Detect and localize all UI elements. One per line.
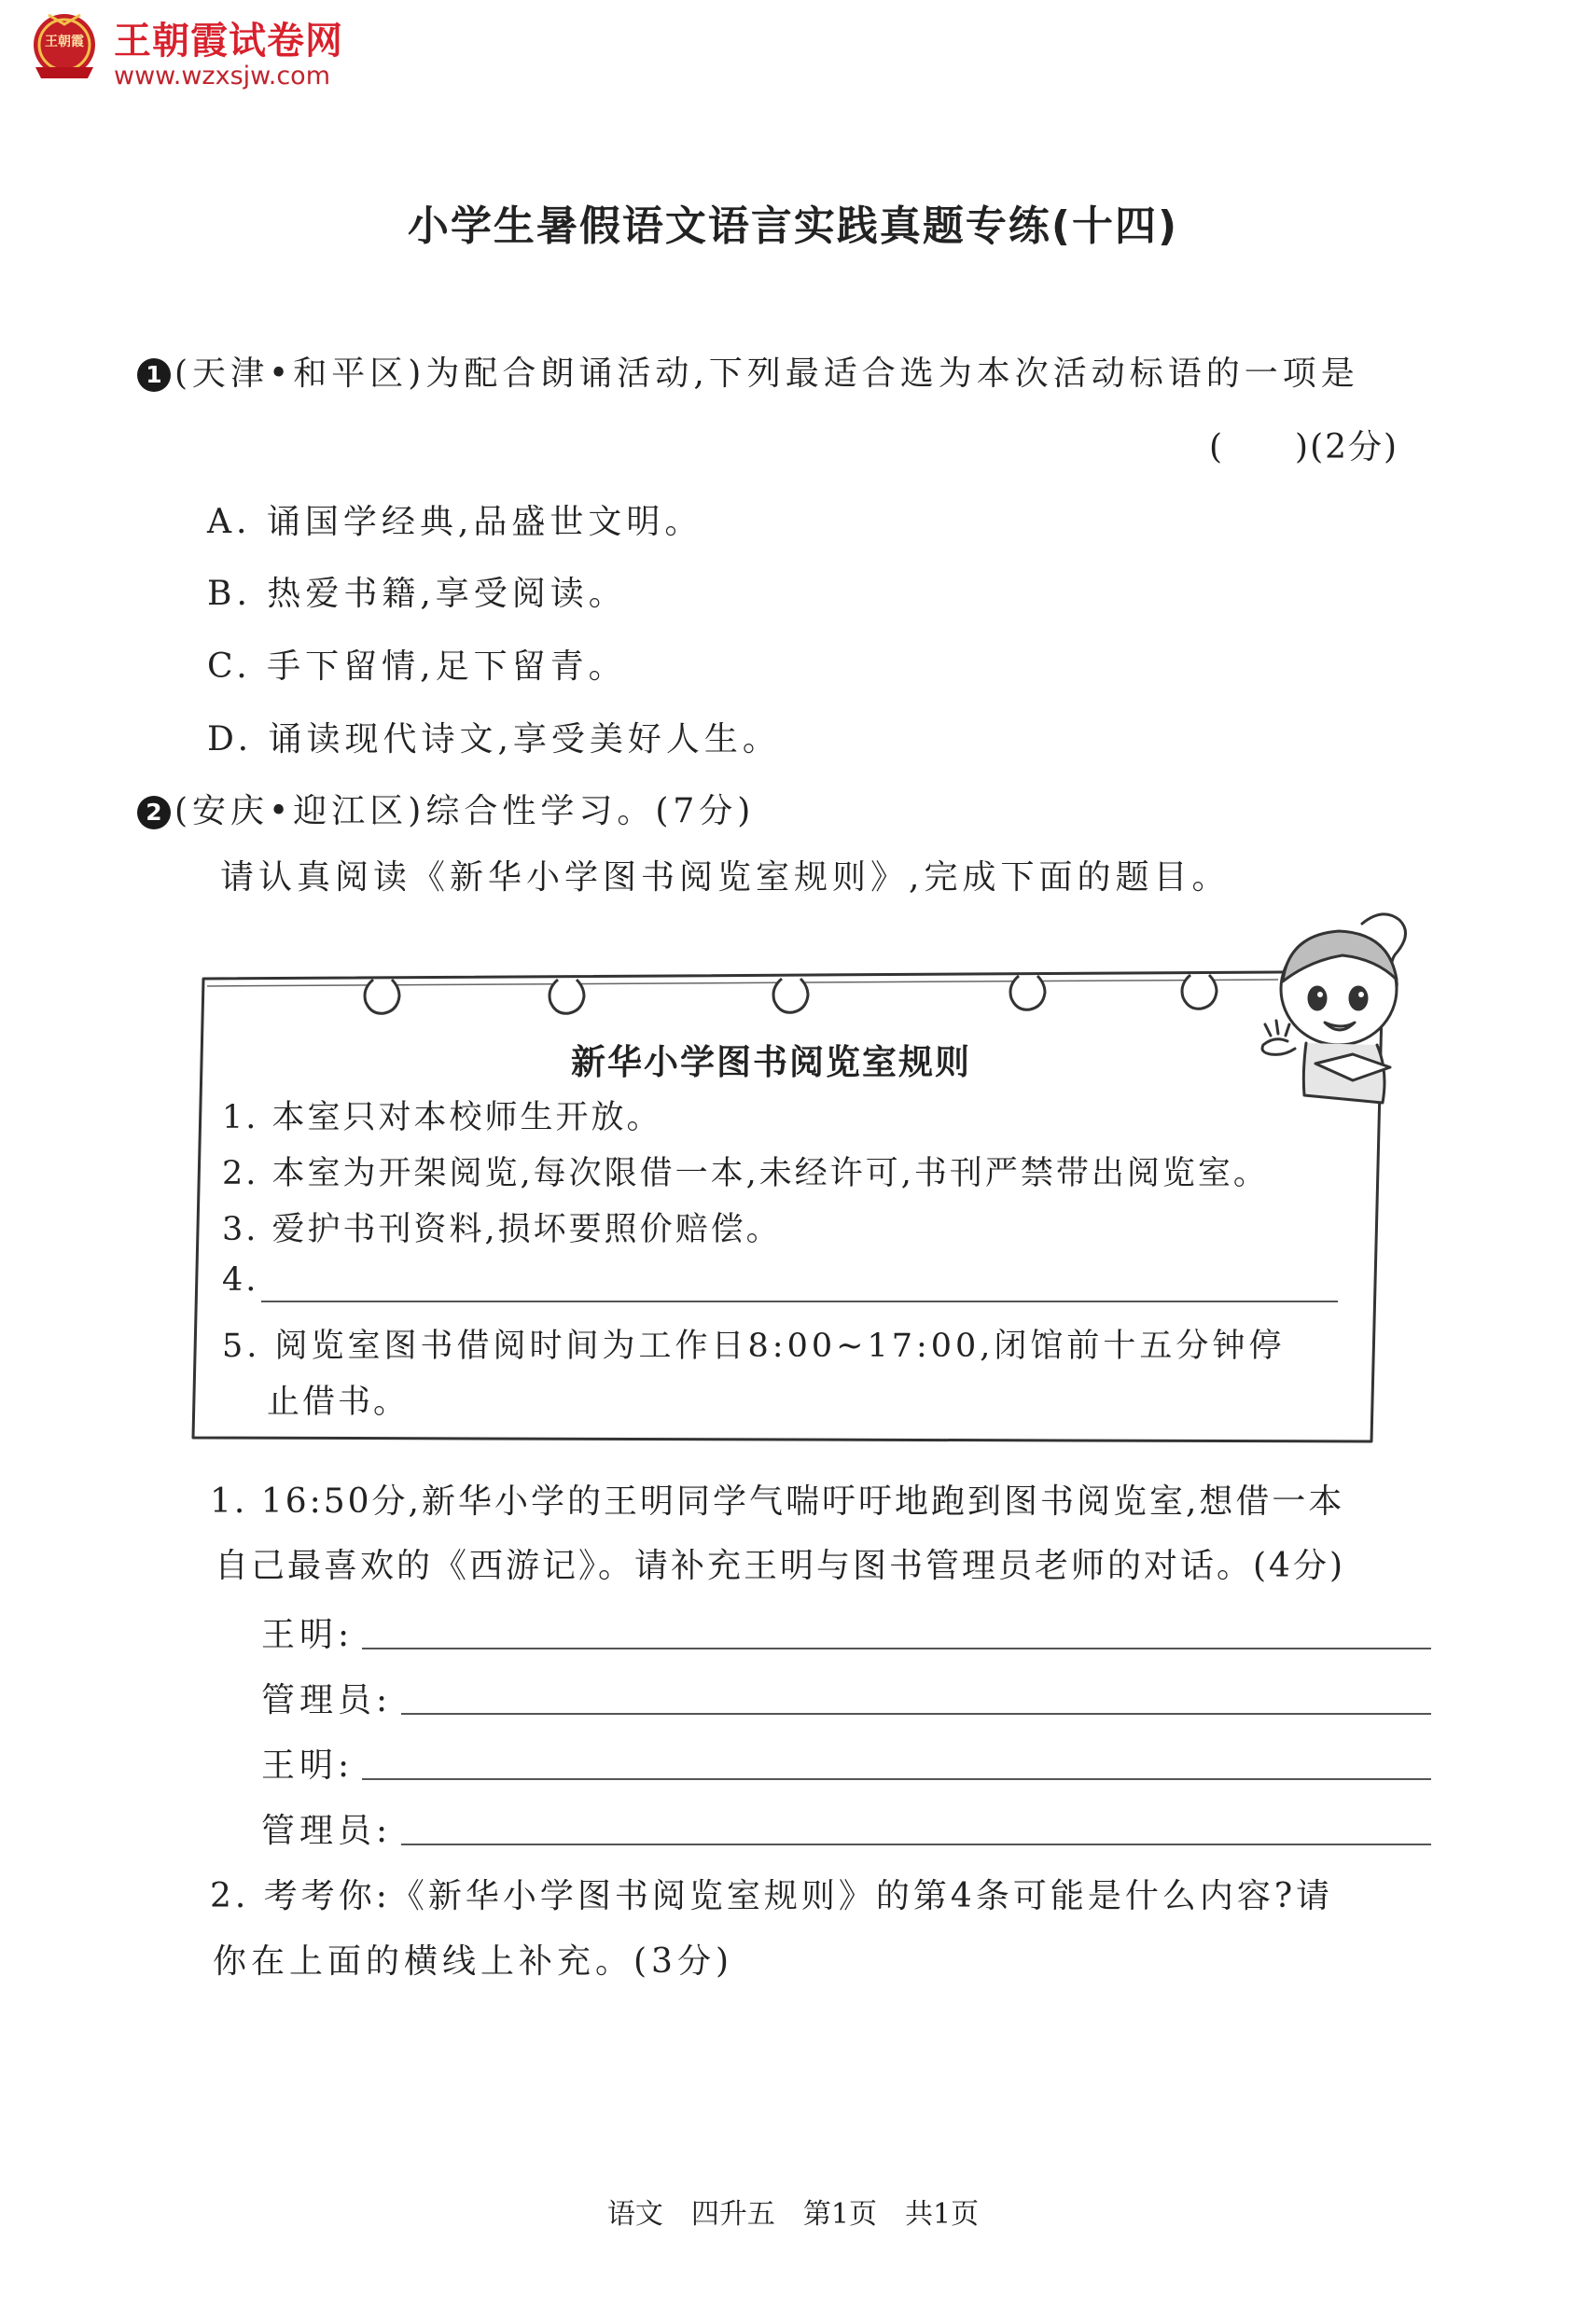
q2-number-badge: 2 — [137, 796, 171, 829]
site-name: 王朝霞试卷网 — [114, 20, 343, 63]
dialog-label-2: 管理员: — [261, 1681, 393, 1719]
q1-option-d[interactable]: D. 诵读现代诗文,享受美好人生。 — [207, 720, 781, 758]
sub2-line1: 2. 考考你:《新华小学图书阅览室规则》的第4条可能是什么内容?请 — [210, 1877, 1334, 1915]
q1-option-c[interactable]: C. 手下留情,足下留青。 — [207, 647, 627, 686]
page-title: 小学生暑假语文语言实践真题专练(十四) — [407, 202, 1179, 250]
notice-rule-2: 2. 本室为开架阅览,每次限借一本,未经许可,书刊严禁带出阅览室。 — [222, 1155, 1269, 1192]
q2-stem-text: (安庆•迎江区)综合性学习。(7分) — [174, 792, 756, 830]
q1-answer-slot[interactable]: ( )(2分) — [1209, 428, 1399, 466]
notice-rule-5-cont: 止借书。 — [267, 1384, 410, 1421]
page-footer: 语文 四升五 第1页 共1页 — [606, 2198, 980, 2231]
dialog-answer-line-1[interactable] — [362, 1648, 1431, 1649]
emblem-text: 王朝霞 — [45, 35, 84, 49]
notice-rule-1: 1. 本室只对本校师生开放。 — [222, 1099, 662, 1136]
dialog-answer-line-2[interactable] — [401, 1713, 1431, 1715]
q1-number-badge: 1 — [137, 358, 171, 392]
q1-option-a[interactable]: A. 诵国学经典,品盛世文明。 — [207, 503, 703, 541]
notice-rule-3: 3. 爱护书刊资料,损坏要照价赔偿。 — [222, 1211, 782, 1248]
notice-title: 新华小学图书阅览室规则 — [571, 1042, 971, 1082]
notice-rule-4: 4. — [222, 1261, 259, 1299]
site-url[interactable]: www.wzxsjw.com — [114, 62, 331, 90]
q1-stem-text: (天津•和平区)为配合朗诵活动,下列最适合选为本次活动标语的一项是 — [174, 355, 1359, 393]
rule-4-answer-line[interactable] — [261, 1301, 1338, 1302]
q2-intro: 请认真阅读《新华小学图书阅览室规则》,完成下面的题目。 — [220, 858, 1231, 897]
girl-illustration-icon — [1250, 903, 1427, 1118]
dialog-answer-line-4[interactable] — [401, 1844, 1431, 1845]
sub1-line1: 1. 16:50分,新华小学的王明同学气喘吁吁地跑到图书阅览室,想借一本 — [210, 1482, 1345, 1521]
q1-option-b[interactable]: B. 热爱书籍,享受阅读。 — [207, 575, 627, 613]
dialog-answer-line-3[interactable] — [362, 1778, 1431, 1780]
dialog-label-4: 管理员: — [261, 1812, 393, 1850]
dialog-label-1: 王明: — [261, 1616, 355, 1654]
sub1-line2: 自己最喜欢的《西游记》。请补充王明与图书管理员老师的对话。(4分) — [215, 1547, 1345, 1585]
dialog-label-3: 王明: — [261, 1746, 355, 1785]
sub2-line2: 你在上面的横线上补充。(3分) — [213, 1942, 733, 1981]
notice-rule-5: 5. 阅览室图书借阅时间为工作日8:00~17:00,闭馆前十五分钟停 — [222, 1328, 1286, 1365]
